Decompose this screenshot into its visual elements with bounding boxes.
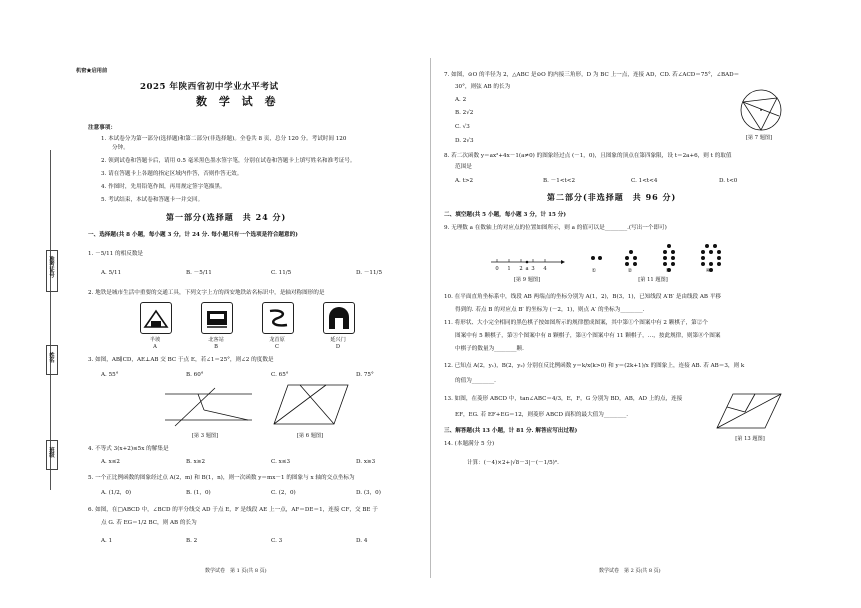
school-label: 班级 xyxy=(48,447,54,458)
figure-3-diagram xyxy=(160,382,255,430)
chess-piece xyxy=(671,256,675,260)
question-8: 8. 若二次函数 y＝ax²+4x－1(a≠0) 的图象经过点 (－1，0)，且图象的顶点在第四象限，设 t＝2a+6，则 t 的取值 xyxy=(444,153,732,159)
axis-tick: 3 xyxy=(531,266,535,272)
chess-piece xyxy=(633,262,637,266)
axis-tick: 4 xyxy=(543,266,547,272)
note-line: 1. 本试卷分为第一部分(选择题)和第二部分(非选择题)。全卷共 8 页，总分 120 分。考试时间 120 xyxy=(101,136,347,142)
q5-option-d: D. (3，0) xyxy=(356,490,381,496)
chess-piece xyxy=(701,250,705,254)
chess-piece xyxy=(663,250,667,254)
page-footer: 数学试卷 第 1 页(共 8 页) xyxy=(205,568,267,574)
question-8-cont: 范围是 xyxy=(455,164,472,170)
binding-line xyxy=(50,150,51,490)
figure-6-diagram xyxy=(268,380,354,430)
sign-label: 北客站 xyxy=(208,337,224,343)
question-12-cont: 的值为________. xyxy=(455,378,496,384)
q4-option-a: A. x≤2 xyxy=(101,459,120,465)
note-line: 2. 领到试卷和答题卡后，请用 0.5 毫米黑色墨水签字笔，分别在试卷和答题卡上填写姓名和准考证号。 xyxy=(101,158,356,164)
chess-piece xyxy=(701,262,705,266)
option-letter: D xyxy=(335,344,341,350)
q8-option-c: C. 1<t<4 xyxy=(631,178,658,184)
q4-option-d: D. x≥3 xyxy=(356,459,376,465)
question-11-cont: 图案中有 5 颗棋子，第③个图案中有 8 颗棋子，第④个图案中有 11 颗棋子，…，按此规律，则第⑧个图案 xyxy=(455,333,721,339)
confidential-mark: 机密★启用前 xyxy=(76,68,108,74)
option-letter: A xyxy=(153,344,157,350)
q3-option-d: D. 75° xyxy=(356,372,374,378)
q5-option-a: A. (1/2，0) xyxy=(101,490,132,496)
chess-pattern-figure xyxy=(589,244,769,274)
chess-piece xyxy=(591,256,595,260)
question-3: 3. 如图，AB∥CD，AE⊥AB 交 BC 于点 E，若∠1＝25°，则∠2 的度数是 xyxy=(88,357,274,363)
chess-piece xyxy=(663,262,667,266)
q3-option-b: B. 60° xyxy=(186,372,204,378)
q7-option-a: A. 2 xyxy=(455,97,467,103)
question-12: 12. 已知点 A(2，y₁)，B(2，y₂) 分别在反比例函数 y＝k/x(k>0) 和 y＝(2k+1)/x 的图象上，连接 AB. 若 AB＝3，则 k xyxy=(444,363,745,369)
pattern-number: ④ xyxy=(705,268,711,274)
question-11-cont2: 中棋子的数量为________颗. xyxy=(455,346,524,352)
banpo-sign-icon xyxy=(140,302,172,334)
question-13: 13. 如图，在菱形 ABCD 中，tan∠ABC＝4/3，E，F，G 分别为 BD，AB，AD 上的点，连接 xyxy=(444,396,683,402)
q8-option-a: A. t>2 xyxy=(455,178,474,184)
name-label: 姓名 xyxy=(48,352,54,363)
chess-piece xyxy=(625,256,629,260)
north-station-sign-icon xyxy=(201,302,233,334)
chess-piece xyxy=(663,256,667,260)
q6-option-a: A. 1 xyxy=(101,538,113,544)
question-4: 4. 不等式 3(x+2)≤5x 的解集是 xyxy=(88,446,169,452)
question-13-cont: EF，EG. 若 EF+EG＝12，则菱形 ABCD 面积的最大值为________. xyxy=(455,412,629,418)
chess-piece xyxy=(717,262,721,266)
q7-option-d: D. 2√3 xyxy=(455,138,474,144)
question-6-cont: 点 G. 若 EG＝1/2 BC，则 AB 的长为 xyxy=(101,520,197,526)
chess-piece xyxy=(709,250,713,254)
notes-heading: 注意事项： xyxy=(88,125,116,131)
page-footer: 数学试卷 第 2 页(共 8 页) xyxy=(599,568,661,574)
question-11: 11. 将形状、大小完全相同的黑色棋子按如图所示的规律摆成图案，其中第①个图案中有 2 颗棋子，第②个 xyxy=(444,320,708,326)
note-line: 4. 作图时，先用铅笔作图，再用规定签字笔描黑。 xyxy=(101,184,226,190)
q1-option-a: A. 5/11 xyxy=(101,270,122,276)
note-line: 3. 请在答题卡上各题的指定区域内作答，否则作答无效。 xyxy=(101,171,243,177)
chess-piece xyxy=(629,250,633,254)
q7-option-b: B. 2√2 xyxy=(455,110,474,116)
pattern-number: ② xyxy=(627,268,633,274)
exam-subtitle: 数 学 试 卷 xyxy=(196,95,280,108)
figure-13-diagram xyxy=(715,390,785,434)
figure-6-caption: [第 6 题图] xyxy=(296,433,324,439)
sign-label: 延兴门 xyxy=(330,337,346,343)
chess-piece xyxy=(717,256,721,260)
question-14: 14. (本题满分 5 分) xyxy=(444,441,495,447)
section1-heading: 一、选择题(共 8 小题，每小题 3 分，计 24 分. 每小题只有一个选项是符合题意的) xyxy=(88,232,298,238)
chess-piece xyxy=(717,250,721,254)
chess-piece xyxy=(671,262,675,266)
axis-tick: 2 xyxy=(519,266,523,272)
question-1: 1. －5/11 的相反数是 xyxy=(88,251,144,257)
question-2: 2. 地铁是城市生活中重要的交通工具，下列文字上方的西安地铁站名标识中，是轴对称图形的是 xyxy=(88,290,325,296)
q6-option-b: B. 2 xyxy=(186,538,198,544)
chess-piece xyxy=(633,256,637,260)
chess-piece xyxy=(667,244,671,248)
chess-piece xyxy=(701,256,705,260)
question-10-cont: 得到的. 若点 B 的对应点 B′ 的坐标为 (－2，1)，则点 A′ 的坐标为________. xyxy=(455,307,645,313)
q7-option-c: C. √3 xyxy=(455,124,470,130)
q8-option-d: D. t<0 xyxy=(719,178,738,184)
pattern-number: ① xyxy=(591,268,597,274)
q1-option-c: C. 11/5 xyxy=(271,270,292,276)
q6-option-c: C. 3 xyxy=(271,538,283,544)
q3-option-a: A. 55° xyxy=(101,372,119,378)
note-line: 5. 考试结束，本试卷和答题卡一并交回。 xyxy=(101,197,204,203)
q4-option-c: C. x≤3 xyxy=(271,459,291,465)
exam-page-1 xyxy=(0,0,430,608)
chess-piece xyxy=(671,250,675,254)
question-9: 9. 无理数 a 在数轴上的对应点的位置如图所示，则 a 的值可以是________.(写出一个即可) xyxy=(444,225,667,231)
question-5: 5. 一个正比例函数的图象经过点 A(2，m) 和 B(1，n)，则一次函数 y＝mx－1 的图象与 x 轴的交点坐标为 xyxy=(88,475,355,481)
axis-tick: 0 xyxy=(495,266,499,272)
chess-piece xyxy=(709,262,713,266)
chess-piece xyxy=(713,244,717,248)
question-14-expression: 计算：(－4)×2+|√8－3|－(－1/5)⁰. xyxy=(467,460,559,466)
axis-tick: a xyxy=(525,266,529,272)
pattern-number: ③ xyxy=(665,268,671,274)
figure-7-diagram xyxy=(731,86,791,134)
question-7-cont: 30°，则弦 AB 的长为 xyxy=(455,84,511,90)
sign-label: 龙首原 xyxy=(269,337,285,343)
figure-7-caption: [第 7 题图] xyxy=(745,135,773,141)
figure-11-caption: [第 11 题图] xyxy=(638,277,668,283)
yanxingmen-sign-icon xyxy=(323,302,355,334)
exam-page-2 xyxy=(431,0,861,608)
section3-heading: 三、解答题(共 13 小题，计 81 分. 解答应写出过程) xyxy=(444,428,578,434)
q5-option-b: B. (1，0) xyxy=(186,490,211,496)
chess-piece xyxy=(598,256,602,260)
figure-13-caption: [第 13 题图] xyxy=(735,436,765,442)
sign-label: 半坡 xyxy=(149,337,161,343)
question-7: 7. 如图，⊙O 的半径为 2，△ABC 是⊙O 的内接三角形，D 为 BC 上一点，连接 AD，CD. 若∠ACD＝75°，∠BAD＝ xyxy=(444,72,740,78)
question-10: 10. 在平面直角坐标系中，线段 AB 两端点的坐标分别为 A(1，2)，B(3，1)，已知线段 A′B′ 是由线段 AB 平移 xyxy=(444,294,722,300)
option-letter: B xyxy=(214,344,218,350)
q6-option-d: D. 4 xyxy=(356,538,368,544)
chess-piece xyxy=(705,244,709,248)
q1-option-b: B. －5/11 xyxy=(186,270,212,276)
figure-9-caption: [第 9 题图] xyxy=(513,277,541,283)
axis-tick: 1 xyxy=(507,266,511,272)
q1-option-d: D. －11/5 xyxy=(356,270,382,276)
part2-heading: 第二部分(非选择题 共 96 分) xyxy=(547,192,677,202)
question-6: 6. 如图，在□ABCD 中，∠BCD 的平分线交 AD 于点 E，F 是线段 AE 上一点，AF＝DE＝1，连接 CF，交 BE 于 xyxy=(88,507,378,513)
q3-option-c: C. 65° xyxy=(271,372,289,378)
exam-title: 2025 年陕西省初中学业水平考试 xyxy=(140,82,279,92)
longshouyuan-sign-icon xyxy=(262,302,294,334)
chess-piece xyxy=(625,262,629,266)
q8-option-b: B. －1<t<2 xyxy=(543,178,576,184)
section2-heading: 二、填空题(共 5 小题，每小题 3 分，计 15 分) xyxy=(444,212,567,218)
q5-option-c: C. (2，0) xyxy=(271,490,296,496)
figure-3-caption: [第 3 题图] xyxy=(191,433,219,439)
q4-option-b: B. x≥2 xyxy=(186,459,206,465)
note-line: 分钟。 xyxy=(112,145,129,151)
part1-heading: 第一部分(选择题 共 24 分) xyxy=(166,212,287,222)
option-letter: C xyxy=(275,344,279,350)
exam-no-label: 准考证号 xyxy=(48,256,54,278)
